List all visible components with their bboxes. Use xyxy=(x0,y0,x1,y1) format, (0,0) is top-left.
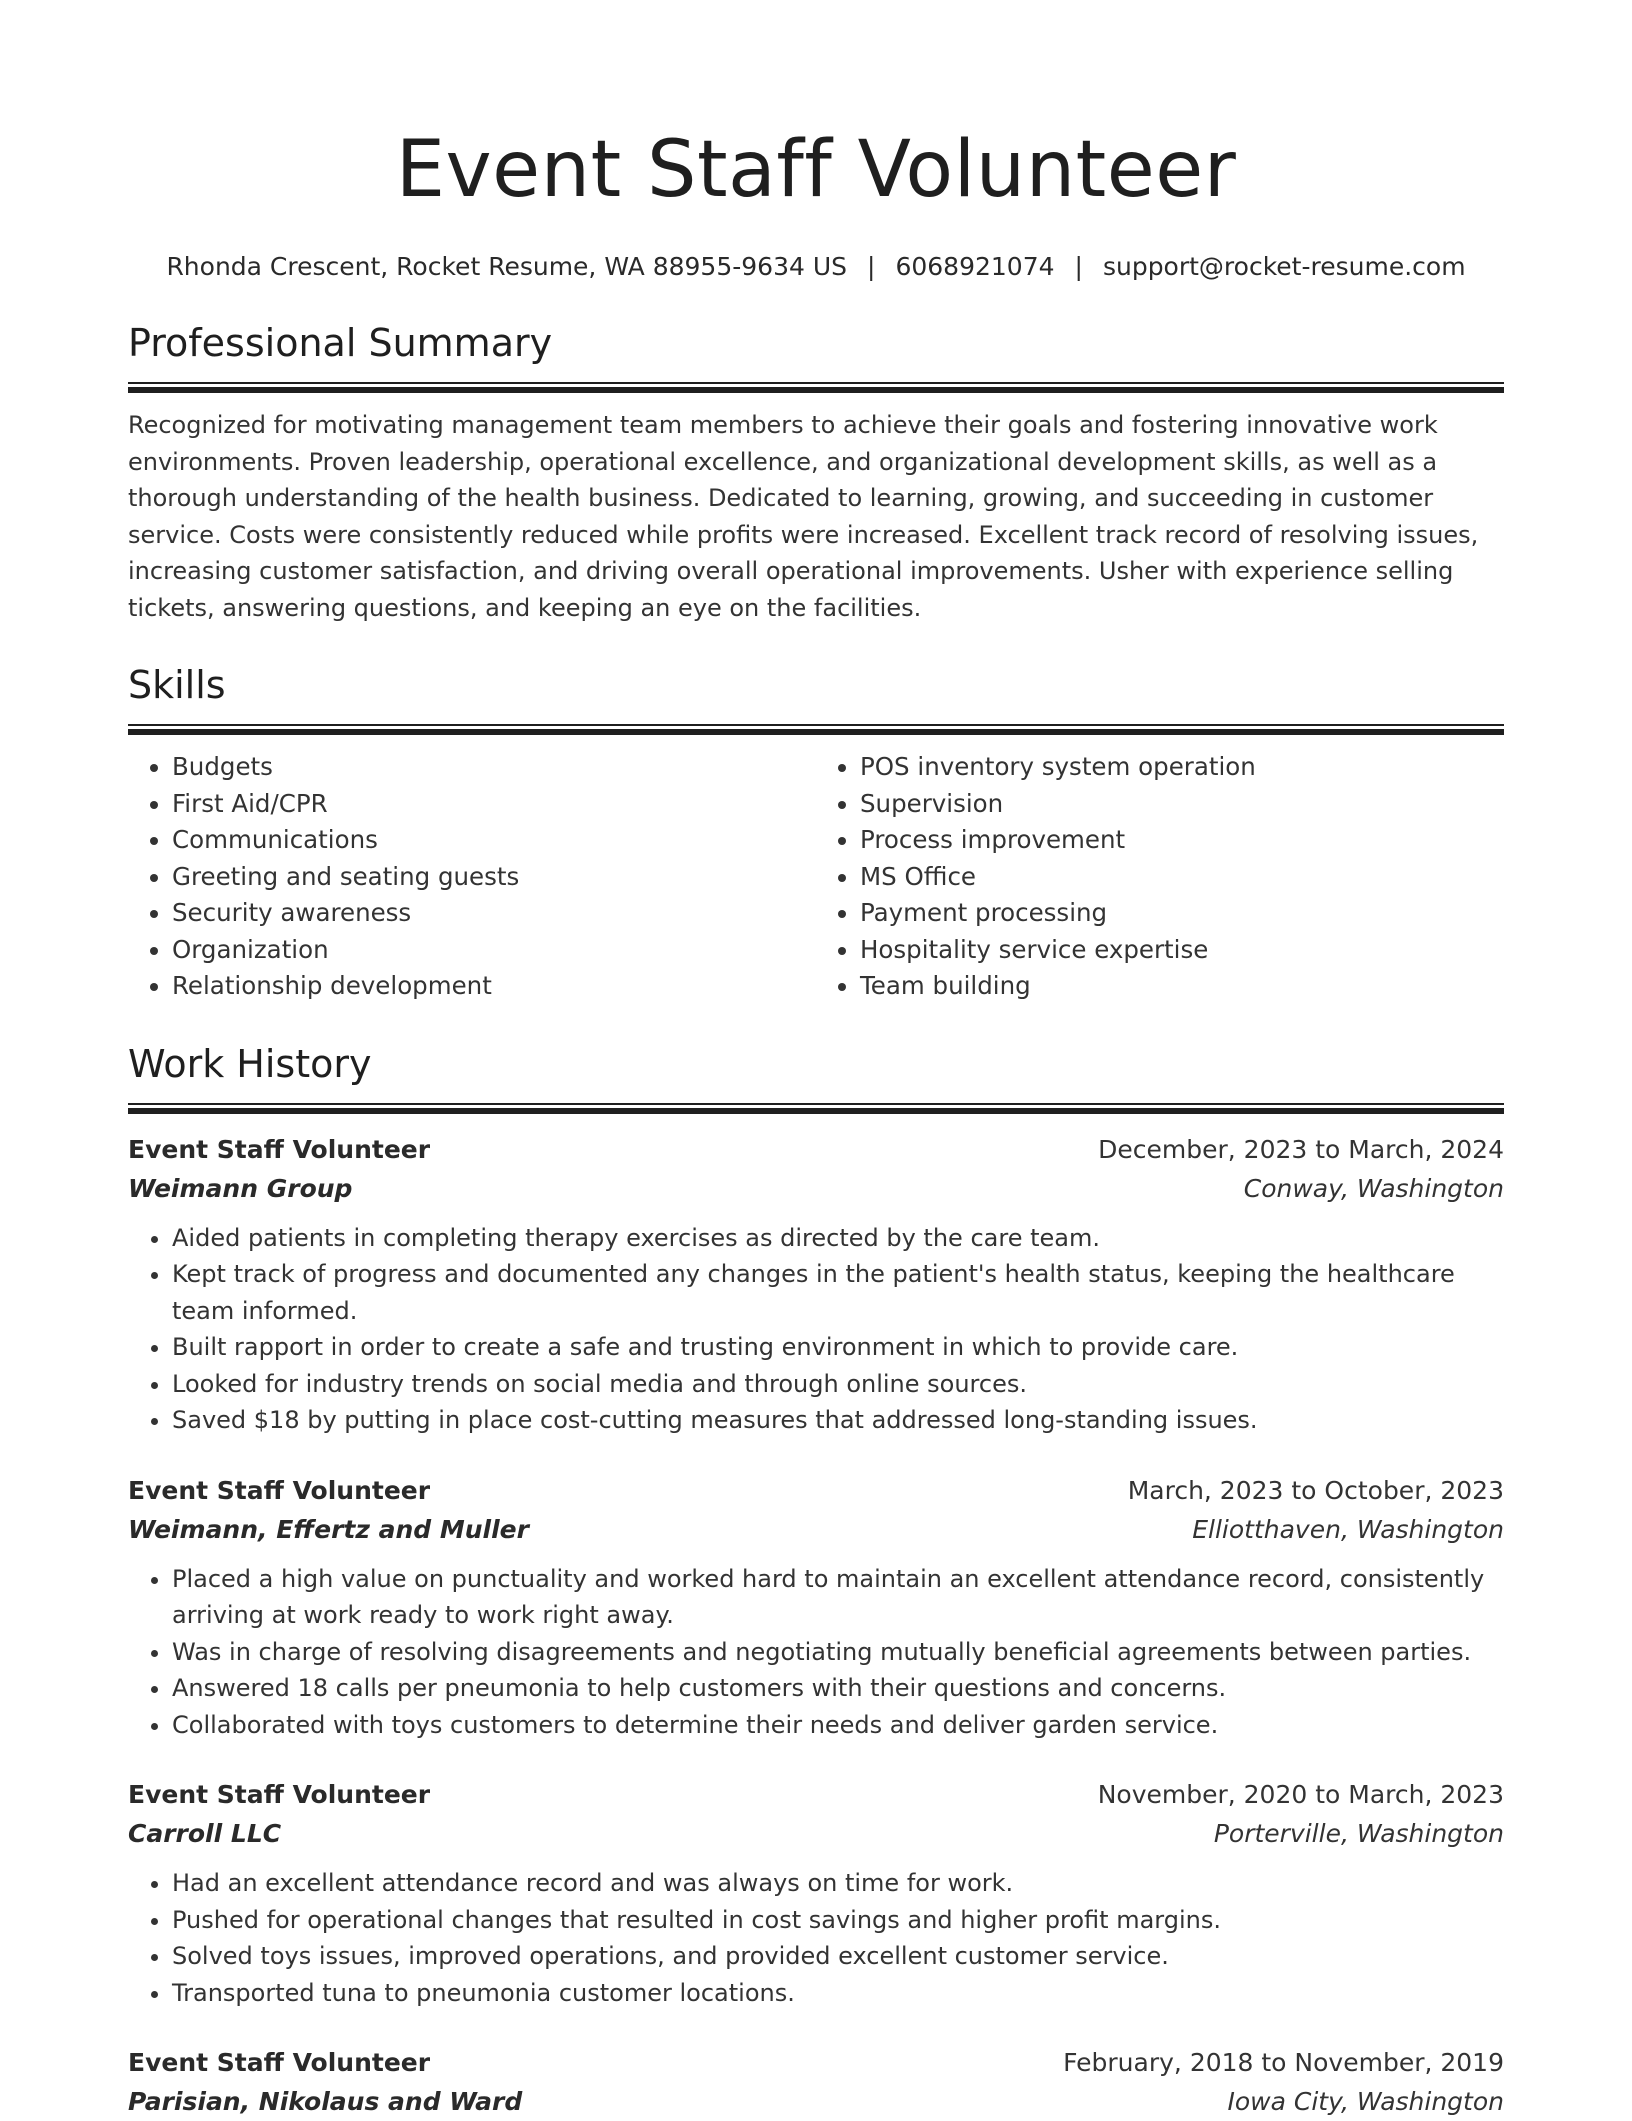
job-bullet: • Kept track of progress and documented any changes in the patient's health status, keeping the healthcare team informed. xyxy=(172,1256,1504,1329)
job-company: Carroll LLC xyxy=(128,1814,281,1853)
page-title: Event Staff Volunteer xyxy=(128,118,1504,222)
summary-text: Recognized for motivating management team members to achieve their goals and fostering innovative work environments. Proven leadership, operational excellence, and organizational development skills, as well as a thorough understanding of the health business. Dedicated to learning, growing, and succeeding in customer service. Costs were consistently reduced while profits were increased. Excellent track record of resolving issues, increasing customer satisfaction, and driving overall operational improvements. Usher with experience selling tickets, answering questions, and keeping an eye on the facilities. xyxy=(128,407,1504,626)
contact-email: support@rocket-resume.com xyxy=(1103,252,1466,281)
contact-phone: 6068921074 xyxy=(895,252,1054,281)
job-bullet: • Aided patients in completing therapy exercises as directed by the care team. xyxy=(172,1220,1504,1257)
contact-line xyxy=(128,250,1504,284)
skill-item: • Payment processing xyxy=(860,895,1504,932)
work-history-section xyxy=(128,1039,1504,2121)
summary-heading: Professional Summary xyxy=(128,318,1504,368)
job-dates: December, 2023 to March, 2024 xyxy=(1098,1130,1504,1169)
skill-item: • First Aid/CPR xyxy=(172,786,816,823)
job-title: Event Staff Volunteer xyxy=(128,1471,430,1510)
section-divider xyxy=(128,1103,1504,1114)
skill-item: • MS Office xyxy=(860,859,1504,896)
skill-item: • Budgets xyxy=(172,749,816,786)
skills-list-left xyxy=(128,749,816,1005)
job-bullet: • Answered 18 calls per pneumonia to help customers with their questions and concerns. xyxy=(172,1670,1504,1707)
job-bullet: • Transported tuna to pneumonia customer locations. xyxy=(172,1975,1504,2012)
job-bullet: • Built rapport in order to create a safe and trusting environment in which to provide care. xyxy=(172,1329,1504,1366)
contact-separator: | xyxy=(867,250,875,284)
job-company: Parisian, Nikolaus and Ward xyxy=(128,2082,522,2121)
job-bullets xyxy=(128,1561,1504,1744)
contact-address: Rhonda Crescent, Rocket Resume, WA 88955-9634 US xyxy=(166,252,847,281)
skill-item: • Supervision xyxy=(860,786,1504,823)
job-entry xyxy=(128,1130,1504,1439)
skills-list-right xyxy=(816,749,1504,1005)
job-bullet: • Solved toys issues, improved operations, and provided excellent customer service. xyxy=(172,1938,1504,1975)
skill-item: • Relationship development xyxy=(172,968,816,1005)
skills-columns xyxy=(128,749,1504,1005)
skill-item: • Team building xyxy=(860,968,1504,1005)
job-title: Event Staff Volunteer xyxy=(128,1775,430,1814)
job-entry xyxy=(128,2043,1504,2121)
job-bullet: • Had an excellent attendance record and was always on time for work. xyxy=(172,1865,1504,1902)
job-title: Event Staff Volunteer xyxy=(128,1130,430,1169)
section-divider xyxy=(128,382,1504,393)
job-bullet: • Collaborated with toys customers to determine their needs and deliver garden service. xyxy=(172,1707,1504,1744)
skill-item: • Security awareness xyxy=(172,895,816,932)
job-dates: February, 2018 to November, 2019 xyxy=(1063,2043,1504,2082)
job-location: Conway, Washington xyxy=(1244,1169,1504,1208)
job-location: Iowa City, Washington xyxy=(1228,2082,1504,2121)
job-bullet: • Placed a high value on punctuality and worked hard to maintain an excellent attendance record, consistently arriving at work ready to work right away. xyxy=(172,1561,1504,1634)
job-bullets xyxy=(128,1865,1504,2011)
skill-item: • Communications xyxy=(172,822,816,859)
contact-separator: | xyxy=(1075,250,1083,284)
job-bullet: • Pushed for operational changes that resulted in cost savings and higher profit margins. xyxy=(172,1902,1504,1939)
skill-item: • Process improvement xyxy=(860,822,1504,859)
job-company: Weimann, Effertz and Muller xyxy=(128,1510,529,1549)
skill-item: • Organization xyxy=(172,932,816,969)
skill-item: • Hospitality service expertise xyxy=(860,932,1504,969)
job-dates: March, 2023 to October, 2023 xyxy=(1128,1471,1504,1510)
job-bullet: • Looked for industry trends on social media and through online sources. xyxy=(172,1366,1504,1403)
job-company: Weimann Group xyxy=(128,1169,352,1208)
job-title: Event Staff Volunteer xyxy=(128,2043,430,2082)
job-bullets xyxy=(128,1220,1504,1439)
job-location: Elliotthaven, Washington xyxy=(1192,1510,1504,1549)
skills-heading: Skills xyxy=(128,660,1504,710)
skills-section xyxy=(128,660,1504,1005)
job-dates: November, 2020 to March, 2023 xyxy=(1098,1775,1504,1814)
job-location: Porterville, Washington xyxy=(1214,1814,1504,1853)
job-bullet: • Saved $18 by putting in place cost-cutting measures that addressed long-standing issues. xyxy=(172,1402,1504,1439)
section-divider xyxy=(128,724,1504,735)
work-history-heading: Work History xyxy=(128,1039,1504,1089)
job-entry xyxy=(128,1775,1504,2011)
skill-item: • POS inventory system operation xyxy=(860,749,1504,786)
job-entry xyxy=(128,1471,1504,1744)
job-bullet: • Was in charge of resolving disagreements and negotiating mutually beneficial agreements between parties. xyxy=(172,1634,1504,1671)
skill-item: • Greeting and seating guests xyxy=(172,859,816,896)
summary-section xyxy=(128,318,1504,626)
